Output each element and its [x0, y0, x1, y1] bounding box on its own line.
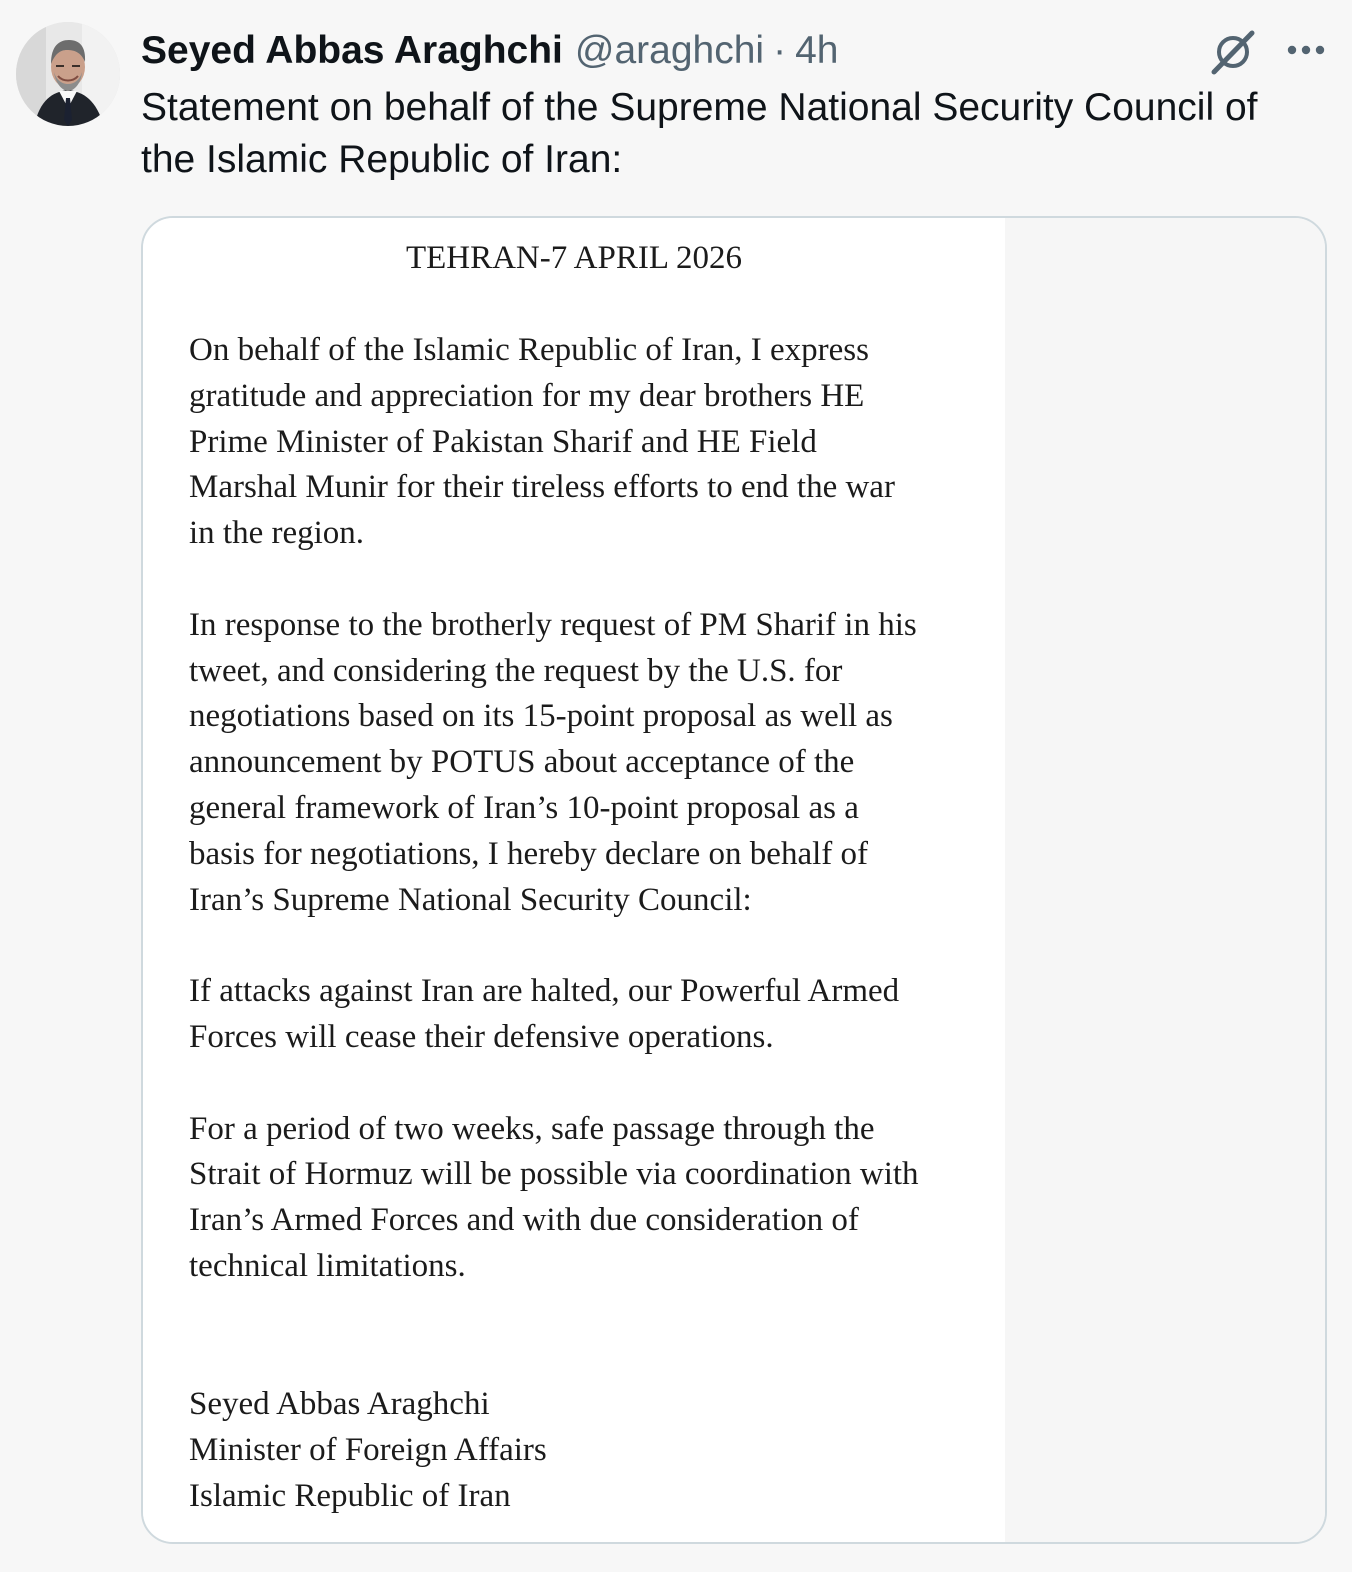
- paragraph-gratitude: On behalf of the Islamic Republic of Iran, I express gratitude and appreciation for my dear brothers HE Prime Minister of Pakistan Sharif and HE Field Marshal Munir for their tireless efforts to end the war in the region.: [189, 332, 895, 552]
- document-body: [189, 328, 979, 1336]
- paragraph-ceasefire: If attacks against Iran are halted, our Powerful Armed Forces will cease their defensive operations.: [189, 973, 900, 1055]
- tweet-text: Statement on behalf of the Supreme National Security Council of the Islamic Republic of Iran:: [141, 86, 1258, 181]
- document-date: TEHRAN-7 APRIL 2026: [405, 240, 743, 276]
- signature-country: Islamic Republic of Iran: [189, 1477, 511, 1514]
- display-name[interactable]: Seyed Abbas Araghchi: [141, 29, 563, 72]
- more-icon[interactable]: [1284, 30, 1328, 70]
- statement-image[interactable]: [141, 216, 1327, 1544]
- avatar[interactable]: [16, 22, 120, 126]
- signature-block: [189, 1382, 979, 1519]
- tweet-header: [141, 26, 839, 76]
- statement-document: [143, 218, 1005, 1544]
- header-separator: ·: [773, 29, 787, 72]
- signature-title: Minister of Foreign Affairs: [189, 1431, 547, 1468]
- avatar-image: [16, 22, 120, 126]
- paragraph-declaration: In response to the brotherly request of PM Sharif in his tweet, and considering the request by the U.S. for negotiations based on its 15-point proposal as well as announcement by POTUS about acceptance of the general framework of Iran’s 10-point proposal as a basis for negotiations, I hereby declare on behalf of Iran’s Supreme National Security Council:: [189, 606, 917, 918]
- signature-name: Seyed Abbas Araghchi: [189, 1386, 490, 1422]
- paragraph-hormuz: For a period of two weeks, safe passage through the Strait of Hormuz will be possible via coordination with Iran’s Armed Forces and with due consideration of technical limitations.: [189, 1110, 919, 1284]
- grok-icon[interactable]: [1208, 27, 1258, 77]
- user-handle[interactable]: @araghchi: [574, 29, 765, 72]
- image-side-panel: [1005, 218, 1327, 1544]
- post-time[interactable]: 4h: [795, 29, 839, 72]
